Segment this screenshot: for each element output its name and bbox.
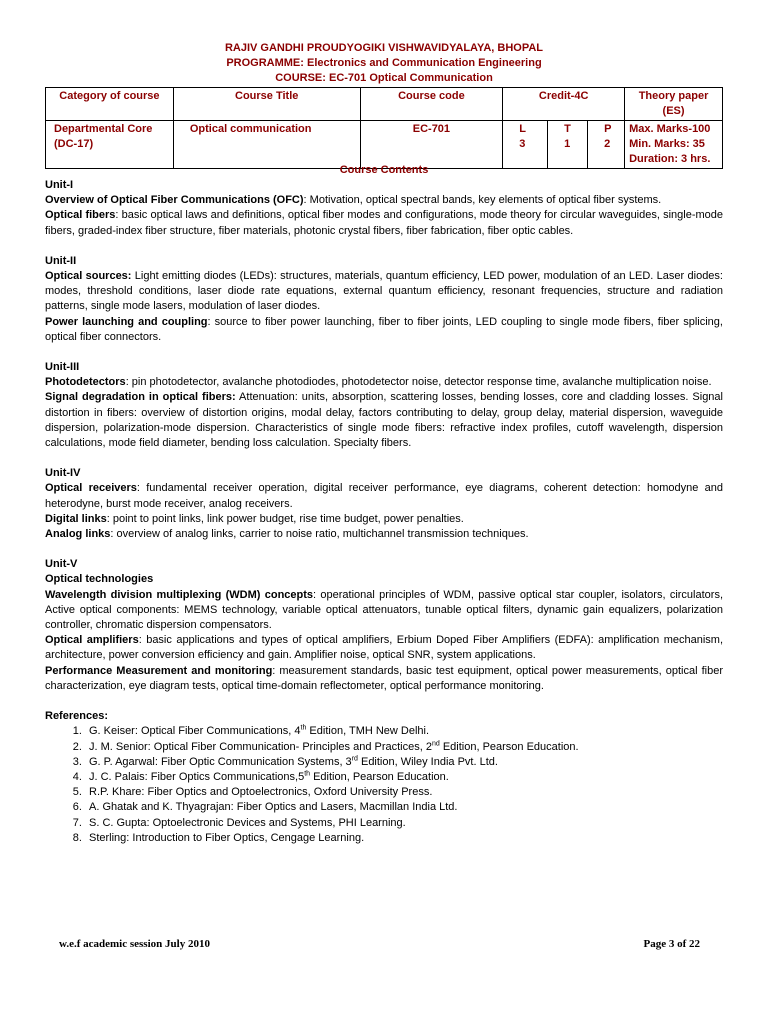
unit-1-text-1: : Motivation, optical spectral bands, key elements of optical fiber systems. xyxy=(303,194,662,207)
unit-1-text-2: : basic optical laws and definitions, optical fiber modes and configurations, mode theory for circular waveguides, single-mode fibers, graded-index fiber structure, fiber materials, photonic crystal fibers, fiber fabrication, fiber optic cables. xyxy=(45,209,723,237)
course-info-table xyxy=(45,87,723,169)
cell-p xyxy=(588,121,625,169)
unit-2-bold-2: Power launching and coupling xyxy=(45,315,208,328)
reference-item: 6. A. Ghatak and K. Thyagrajan: Fiber Optics and Lasers, Macmillan India Ltd. xyxy=(85,800,723,815)
header-title: Course Title xyxy=(173,88,360,121)
references-title: References: xyxy=(45,710,108,723)
duration: Duration: 3 hrs. xyxy=(629,153,711,165)
unit-5-bold-1: Wavelength division multiplexing (WDM) concepts xyxy=(45,588,314,601)
l-value: 3 xyxy=(519,138,526,150)
reference-item: 3. G. P. Agarwal: Fiber Optic Communication Systems, 3rd Edition, Wiley India Pvt. Ltd. xyxy=(85,755,723,770)
unit-5-para-1 xyxy=(45,588,723,634)
unit-4-title: Unit-IV xyxy=(45,467,81,480)
t-value: 1 xyxy=(564,138,571,150)
header-category: Category of course xyxy=(46,88,174,121)
footer-session: w.e.f academic session July 2010 xyxy=(59,938,210,950)
unit-4-bold-2: Digital links xyxy=(45,512,107,525)
unit-5-text-1: : operational principles of WDM, passive optical star coupler, isolators, circulators, Active optical components: MEMS technology, variable optical attenuators, tunable optical filters, dynamic gain equalizers, polarization controller, chromatic dispersion compensators. xyxy=(45,588,723,632)
unit-5-text-2: : basic applications and types of optical amplifiers, Erbium Doped Fiber Amplifiers (EDFA): amplification mechanism, architecture, power conversion efficiency and gain. Amplifier noise, optical SNR, system applications. xyxy=(45,634,723,662)
cell-category: Departmental Core (DC-17) xyxy=(46,121,174,169)
unit-4-text-1: : fundamental receiver operation, digital receiver performance, eye diagrams, coherent detection: homodyne and heterodyne, burst mode receiver, analog receivers. xyxy=(45,482,723,510)
unit-4-text-2: : point to point links, link power budget, rise time budget, power penalties. xyxy=(106,512,464,525)
unit-1-bold-2: Optical fibers xyxy=(45,209,116,222)
reference-item: 8. Sterling: Introduction to Fiber Optics, Cengage Learning. xyxy=(85,831,723,846)
cell-theory xyxy=(625,121,723,169)
unit-2-para-2 xyxy=(45,315,723,345)
unit-5-subtitle: Optical technologies xyxy=(45,573,154,586)
references-list xyxy=(45,724,723,846)
table-row xyxy=(46,121,723,169)
unit-4-text-3: : overview of analog links, carrier to noise ratio, multichannel transmission techniques. xyxy=(110,528,529,541)
unit-2-text-1: Light emitting diodes (LEDs): structures, materials, quantum efficiency, LED power, modulation of an LED. Laser diodes: modes, threshold conditions, laser diode rate equations, external quantum efficiency, resonant frequencies, structure and radiation patterns, single mode lasers, modulation of laser diodes. xyxy=(45,270,723,313)
unit-2-text-2: : source to fiber power launching, fiber to fiber joints, LED coupling to single mode fibers, fiber splicing, optical fiber connectors. xyxy=(45,315,723,343)
unit-5-text-3: : measurement standards, basic test equipment, optical power measurements, optical fiber characterization, eye diagram tests, optical time-domain reflectometer, optical performance monitoring. xyxy=(45,664,724,692)
footer-page-number: Page 3 of 22 xyxy=(643,938,700,950)
reference-item: 1. G. Keiser: Optical Fiber Communications, 4th Edition, TMH New Delhi. xyxy=(85,724,723,739)
unit-4-bold-1: Optical receivers xyxy=(45,482,137,495)
t-label: T xyxy=(564,123,571,135)
header-code: Course code xyxy=(360,88,503,121)
unit-5-para-2 xyxy=(45,633,723,663)
unit-4-para-1 xyxy=(45,481,723,511)
cell-title: Optical communication xyxy=(173,121,360,169)
table-header-row xyxy=(46,88,723,121)
unit-1-title: Unit-I xyxy=(45,179,74,191)
unit-4-bold-3: Analog links xyxy=(45,528,111,541)
course-contents-heading: Course Contents xyxy=(339,164,429,176)
unit-5-title: Unit-V xyxy=(45,558,78,571)
unit-5-bold-2: Optical amplifiers xyxy=(45,634,139,647)
course-title: COURSE: EC-701 Optical Communication xyxy=(275,72,493,84)
unit-2-para-1 xyxy=(45,269,723,315)
l-label: L xyxy=(519,123,526,135)
programme-title: PROGRAMME: Electronics and Communication Engineering xyxy=(226,57,542,69)
min-marks: Min. Marks: 35 xyxy=(629,138,705,150)
unit-4-para-2 xyxy=(45,512,723,527)
unit-1-para-2 xyxy=(45,208,723,238)
unit-1-para-1 xyxy=(45,193,723,208)
reference-item: 2. J. M. Senior: Optical Fiber Communication- Principles and Practices, 2nd Edition, Pearson Education. xyxy=(85,740,723,755)
university-name: RAJIV GANDHI PROUDYOGIKI VISHWAVIDYALAYA, BHOPAL xyxy=(224,42,544,54)
unit-4-para-3 xyxy=(45,527,723,542)
unit-3-para-1 xyxy=(45,375,723,390)
reference-item: 4. J. C. Palais: Fiber Optics Communications,5th Edition, Pearson Education. xyxy=(85,770,723,785)
unit-2-title: Unit-II xyxy=(45,254,77,267)
unit-2-bold-1: Optical sources: xyxy=(45,270,132,283)
unit-3-text-2: Attenuation: units, absorption, scattering losses, bending losses, core and cladding losses. Signal distortion in fibers: overview of distortion origins, modal delay, factors contributing to delay, group delay, material dispersion, waveguide dispersion, polarization-mode dispersion. Characteristics of single mode fibers: refractive index profiles, cutoff wavelength, dispersion calculations, mode field diameter, bending loss calculation. Specialty fibers. xyxy=(45,391,723,450)
header-theory: Theory paper (ES) xyxy=(625,88,723,121)
max-marks: Max. Marks-100 xyxy=(629,123,711,135)
reference-item: 7. S. C. Gupta: Optoelectronic Devices and Systems, PHI Learning. xyxy=(85,816,723,831)
unit-3-text-1: : pin photodetector, avalanche photodiodes, photodetector noise, detector response time, avalanche multiplication noise. xyxy=(125,376,712,389)
unit-5-bold-3: Performance Measurement and monitoring xyxy=(45,664,273,677)
p-label: P xyxy=(604,123,612,135)
cell-l xyxy=(503,121,548,169)
unit-3-title: Unit-III xyxy=(45,361,80,374)
header-credit: Credit-4C xyxy=(503,88,625,121)
syllabus-body xyxy=(45,178,723,846)
reference-item: 5. R.P. Khare: Fiber Optics and Optoelectronics, Oxford University Press. xyxy=(85,785,723,800)
unit-5-para-3 xyxy=(45,664,723,694)
unit-3-para-2 xyxy=(45,390,723,451)
unit-3-bold-2: Signal degradation in optical fibers: xyxy=(45,391,236,404)
p-value: 2 xyxy=(604,138,611,150)
unit-3-bold-1: Photodetectors xyxy=(45,376,126,389)
unit-1-bold-1: Overview of Optical Fiber Communications (OFC) xyxy=(45,194,304,207)
cell-code: EC-701 xyxy=(360,121,503,169)
cell-t xyxy=(548,121,588,169)
